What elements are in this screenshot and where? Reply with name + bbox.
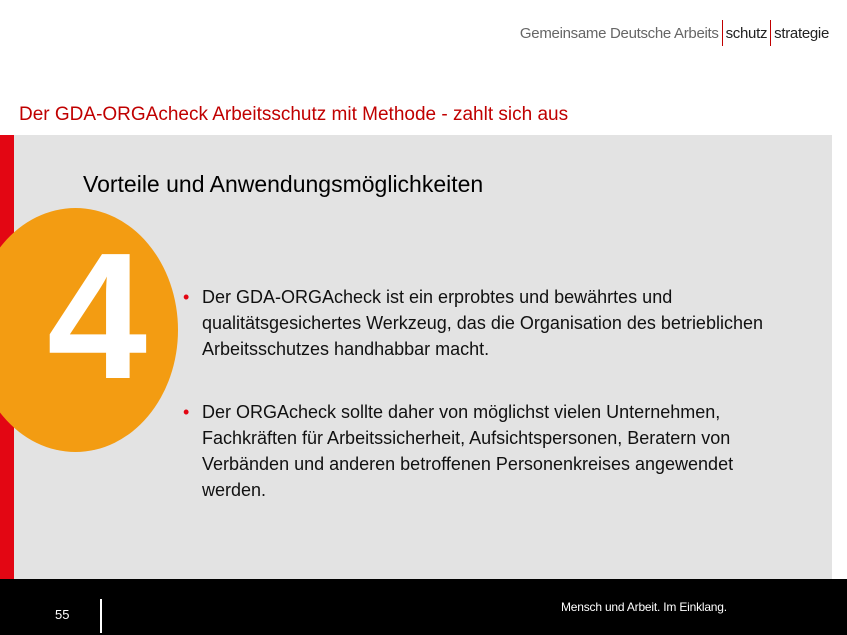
footer-tagline: Mensch und Arbeit. Im Einklang. [561, 600, 727, 614]
bullet-item [183, 399, 802, 503]
bullet-dot: • [183, 402, 190, 422]
section-number: 4 [47, 216, 148, 417]
bullet-text: Der ORGAcheck sollte daher von möglichst vielen Unternehmen, Fachkräften für Arbeitssicherheit, Aufsichtspersonen, Beratern von Verbänden und anderen betroffenen Personenkreises angewendet werden. [202, 402, 734, 500]
logo-text-part3: strategie [774, 25, 829, 42]
right-white-strip [832, 135, 847, 579]
footer-bar [0, 579, 847, 635]
bullet-dot: • [183, 287, 190, 307]
content-panel [0, 135, 847, 579]
footer-divider [100, 599, 102, 633]
bullet-text: Der GDA-ORGAcheck ist ein erprobtes und bewährtes und qualitätsgesichertes Werkzeug, das die Organisation des betrieblichen Arbeitsschutzes handhabbar macht. [202, 287, 763, 359]
logo-text-part2: schutz [725, 25, 768, 42]
logo-separator [770, 20, 771, 46]
bullet-item [183, 284, 802, 362]
logo-separator [722, 20, 723, 46]
logo-text-part1: Gemeinsame Deutsche Arbeits [519, 25, 719, 42]
section-subtitle: Vorteile und Anwendungsmöglichkeiten [83, 171, 484, 197]
gda-logo [520, 14, 829, 42]
page-number: 55 [55, 607, 70, 622]
slide-title: Der GDA-ORGAcheck Arbeitsschutz mit Methode - zahlt sich aus [19, 104, 569, 125]
